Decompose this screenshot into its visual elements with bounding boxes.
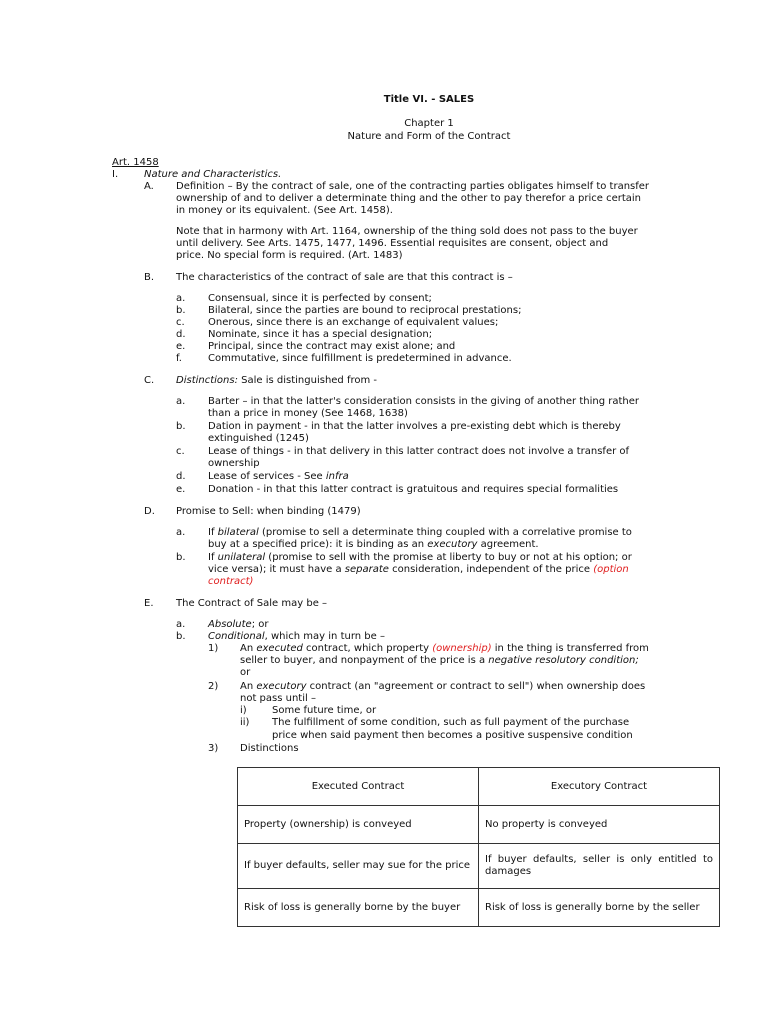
list-letter: a. [176, 619, 186, 630]
list-item: Donation - in that this latter contract is gratuitous and requires special formalities [208, 484, 619, 495]
list-item: Conditional, which may in turn be – [208, 631, 385, 642]
item-letter-e: E. [144, 598, 154, 609]
list-item-cont: not pass until – [240, 693, 316, 704]
section-heading: Nature and Characteristics. [144, 169, 282, 180]
list-item: Principal, since the contract may exist alone; and [208, 341, 456, 352]
list-item-cont: contract) [208, 576, 254, 587]
article-ref: Art. 1458 [112, 157, 159, 168]
definition-line: ownership of and to deliver a determinate thing and the other to pay therefor a price certain [176, 193, 642, 204]
list-letter: b. [176, 631, 186, 642]
list-item-cont: or [240, 667, 251, 678]
chapter-number: Chapter 1 [404, 118, 454, 129]
list-item: Nominate, since it has a special designation; [208, 329, 433, 340]
list-item: An executory contract (an "agreement or contract to sell") when ownership does [240, 681, 646, 692]
definition-line: in money or its equivalent. (See Art. 1458). [176, 205, 393, 216]
list-item: Onerous, since there is an exchange of equivalent values; [208, 317, 499, 328]
section-number: I. [112, 169, 119, 180]
list-letter: b. [176, 552, 186, 563]
list-item-cont: ownership [208, 458, 260, 469]
promise-to-sell-heading: Promise to Sell: when binding (1479) [176, 506, 361, 517]
list-item: The fulfillment of some condition, such as full payment of the purchase [272, 717, 630, 728]
contract-of-sale-heading: The Contract of Sale may be – [176, 598, 328, 609]
list-letter: f. [176, 353, 182, 364]
page-title: Title VI. - SALES [383, 94, 475, 105]
list-letter: d. [176, 471, 186, 482]
roman-number: i) [240, 705, 247, 716]
table-cell: Risk of loss is generally borne by the seller [479, 889, 720, 927]
list-letter: c. [176, 317, 185, 328]
list-item-cont: extinguished (1245) [208, 433, 309, 444]
item-letter-c: C. [144, 375, 155, 386]
table-header: Executed Contract [238, 768, 479, 806]
list-letter: b. [176, 421, 186, 432]
list-item: Lease of services - See infra [208, 471, 349, 482]
list-item-cont: than a price in money (See 1468, 1638) [208, 408, 408, 419]
item-letter-d: D. [144, 506, 155, 517]
list-item: An executed contract, which property (ownership) in the thing is transferred from [240, 643, 649, 654]
list-letter: a. [176, 396, 186, 407]
table-row [238, 889, 720, 927]
list-letter: e. [176, 341, 186, 352]
list-item: Absolute; or [208, 619, 269, 630]
list-item-cont: vice versa); it must have a separate consideration, independent of the price (option [208, 564, 629, 575]
list-item-cont: price when said payment then becomes a positive suspensive condition [272, 730, 633, 741]
chapter-title: Nature and Form of the Contract [347, 131, 511, 142]
table-cell: If buyer defaults, seller is only entitled to damages [479, 844, 720, 889]
list-number: 2) [208, 681, 219, 692]
list-item: Barter – in that the latter's consideration consists in the giving of another thing rather [208, 396, 639, 407]
list-item-cont: seller to buyer, and nonpayment of the price is a negative resolutory condition; [240, 655, 639, 666]
list-item: Some future time, or [272, 705, 377, 716]
list-item-cont: buy at a specified price): it is binding as an executory agreement. [208, 539, 539, 550]
list-item: Dation in payment - in that the latter involves a pre-existing debt which is thereby [208, 421, 621, 432]
table-cell: Risk of loss is generally borne by the buyer [238, 889, 479, 927]
list-letter: a. [176, 293, 186, 304]
note-line: until delivery. See Arts. 1475, 1477, 1496. Essential requisites are consent, object and [176, 238, 609, 249]
note-line: price. No special form is required. (Art. 1483) [176, 250, 403, 261]
item-letter-a: A. [144, 181, 154, 192]
list-item: Distinctions [240, 743, 299, 754]
definition-line: Definition – By the contract of sale, one of the contracting parties obligates himself to transfer [176, 181, 650, 192]
distinctions-intro: Distinctions: Sale is distinguished from - [176, 375, 378, 386]
table-cell: No property is conveyed [479, 806, 720, 844]
list-letter: e. [176, 484, 186, 495]
list-item: Bilateral, since the parties are bound to reciprocal prestations; [208, 305, 522, 316]
list-letter: b. [176, 305, 186, 316]
list-item: Lease of things - in that delivery in this latter contract does not involve a transfer of [208, 446, 630, 457]
list-number: 3) [208, 743, 219, 754]
list-item: Consensual, since it is perfected by consent; [208, 293, 432, 304]
characteristics-intro: The characteristics of the contract of sale are that this contract is – [176, 272, 513, 283]
table-header-row [238, 768, 720, 806]
list-item: Commutative, since fulfillment is predetermined in advance. [208, 353, 512, 364]
roman-number: ii) [240, 717, 250, 728]
list-letter: a. [176, 527, 186, 538]
table-cell: Property (ownership) is conveyed [238, 806, 479, 844]
list-letter: c. [176, 446, 185, 457]
item-letter-b: B. [144, 272, 155, 283]
table-header: Executory Contract [479, 768, 720, 806]
table-cell: If buyer defaults, seller may sue for the price [238, 844, 479, 889]
list-number: 1) [208, 643, 219, 654]
table-row [238, 806, 720, 844]
list-item: If unilateral (promise to sell with the promise at liberty to buy or not at his option; or [208, 552, 632, 563]
table-row [238, 844, 720, 889]
list-letter: d. [176, 329, 186, 340]
list-item: If bilateral (promise to sell a determinate thing coupled with a correlative promise to [208, 527, 632, 538]
distinctions-table [237, 767, 720, 927]
note-line: Note that in harmony with Art. 1164, ownership of the thing sold does not pass to the buyer [176, 226, 638, 237]
